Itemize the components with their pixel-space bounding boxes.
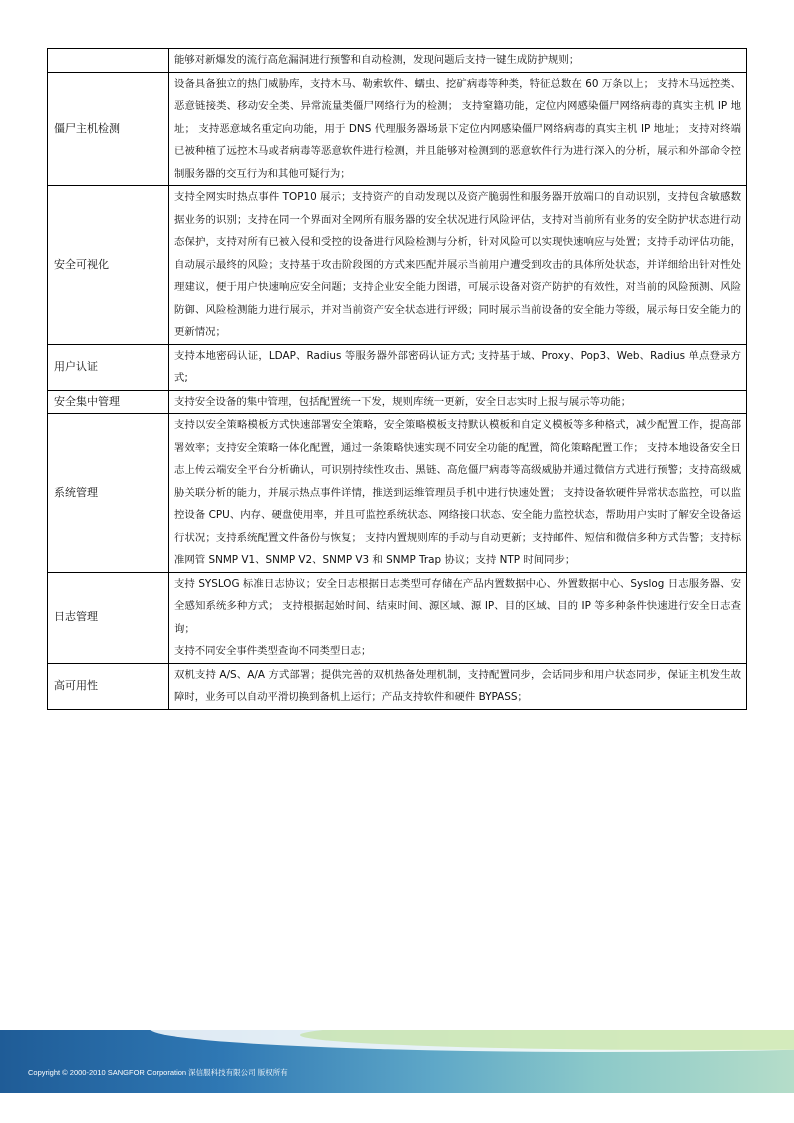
row-content-line: 双机支持 A/S、A/A 方式部署；提供完善的双机热备处理机制，支持配置同步，会话同步和用户状态同步，保证主机发生故障时，业务可以自动平滑切换到备机上运行；产品支持软件和硬件 BYPASS； — [174, 668, 741, 703]
row-content — [169, 72, 747, 186]
footer-band — [0, 1030, 794, 1093]
table-row — [48, 49, 747, 73]
table-row — [48, 390, 747, 414]
table-row — [48, 344, 747, 390]
table-row — [48, 186, 747, 345]
row-label: 安全集中管理 — [48, 390, 169, 414]
row-content-line: 支持安全设备的集中管理，包括配置统一下发，规则库统一更新，安全日志实时上报与展示等功能； — [174, 395, 632, 408]
spec-table — [47, 48, 747, 710]
row-content-line: 支持全网实时热点事件 TOP10 展示；支持资产的自动发现以及资产脆弱性和服务器开放端口的自动识别，支持包含敏感数据业务的识别；支持在同一个界面对全网所有服务器的安全状况进行风险评估，支持对当前所有业务的安全防护状态进行动态保护，支持对所有已被入侵和受控的设备进行风险检测与分析，针对风险可以实现快速响应与处置；支持手动评估功能，自动展示最终的风险；支持基于攻击阶段图的方式来匹配并展示当前用户遭受到攻击的具体所处状态，并详细给出针对性处理建议，便于用户快速响应安全问题；支持企业安全能力图谱，可展示设备对资产防护的有效性，对当前的风险预测、风险防御、风险检测能力进行展示，并对当前资产安全状态进行评级；同时展示当前设备的安全能力等级，展示每日安全能力的更新情况； — [174, 191, 741, 338]
row-content-line: 支持不同安全事件类型查询不同类型日志； — [174, 645, 372, 657]
row-content — [169, 186, 747, 345]
row-content-line: 支持以安全策略模板方式快速部署安全策略，安全策略模板支持默认模板和自定义模板等多种格式，减少配置工作，提高部署效率；支持安全策略一体化配置，通过一条策略快速实现不同安全功能的配置，简化策略配置工作； 支持本地设备安全日志上传云端安全平台分析确认，可识别持续性攻击、黑链、高危僵尸病毒等高级威胁并通过微信方式进行预警；支持高级威胁关联分析的能力，并展示热点事件详情，推送到运维管理员手机中进行快速处置； 支持设备软硬件异常状态监控，可以监控设备 CPU、内存、硬盘使用率，并且可监控系统状态、网络接口状态、安全能力监控状态，帮助用户实时了解安全设备运行状况；支持系统配置文件备份与恢复； 支持内置规则库的手动与自动更新；支持邮件、短信和微信多种方式告警；支持标准网管 SNMP V1、SNMP V2、SNMP V3 和 SNMP Trap 协议；支持 NTP 时间同步； — [174, 419, 741, 566]
row-label: 僵尸主机检测 — [48, 72, 169, 186]
row-label: 用户认证 — [48, 344, 169, 390]
row-content — [169, 390, 747, 414]
footer-copyright: Copyright © 2000-2010 SANGFOR Corporation 深信服科技有限公司 版权所有 — [28, 1068, 288, 1077]
row-content-line: 能够对新爆发的流行高危漏洞进行预警和自动检测，发现问题后支持一键生成防护规则； — [174, 54, 580, 66]
row-label: 高可用性 — [48, 663, 169, 709]
table-row — [48, 572, 747, 663]
row-label: 日志管理 — [48, 572, 169, 663]
row-label: 安全可视化 — [48, 186, 169, 345]
table-row — [48, 72, 747, 186]
row-content — [169, 49, 747, 73]
row-content-line: 支持 SYSLOG 标准日志协议；安全日志根据日志类型可存储在产品内置数据中心、外置数据中心、Syslog 日志服务器、安全感知系统多种方式； 支持根据起始时间、结束时间、源区域、源 IP、目的区域、目的 IP 等多种条件快速进行安全日志查询； — [174, 577, 741, 635]
row-content — [169, 572, 747, 663]
row-content-line: 支持本地密码认证，LDAP、Radius 等服务器外部密码认证方式; 支持基于域、Proxy、Pop3、Web、Radius 单点登录方式; — [174, 349, 741, 384]
row-label: 系统管理 — [48, 414, 169, 573]
table-row — [48, 414, 747, 573]
spec-table-body — [48, 49, 747, 710]
table-row — [48, 663, 747, 709]
row-label — [48, 49, 169, 73]
row-content-line: 设备具备独立的热门威胁库，支持木马、勒索软件、蠕虫、挖矿病毒等种类，特征总数在 60 万条以上； 支持木马远控类、恶意链接类、移动安全类、异常流量类僵尸网络行为的检测； 支持窒籍功能，定位内网感染僵尸网络病毒的真实主机 IP 地址； 支持恶意域名重定向功能，用于 DNS 代理服务器场景下定位内网感染僵尸网络病毒的真实主机 IP 地址； 支持对终端已被种植了远控木马或者病毒等恶意软件进行检测，并且能够对检测到的恶意软件行为进行深入的分析，展示和外部命令控制服务器的交互行为和其他可疑行为； — [174, 77, 741, 180]
row-content — [169, 663, 747, 709]
row-content — [169, 344, 747, 390]
row-content — [169, 414, 747, 573]
